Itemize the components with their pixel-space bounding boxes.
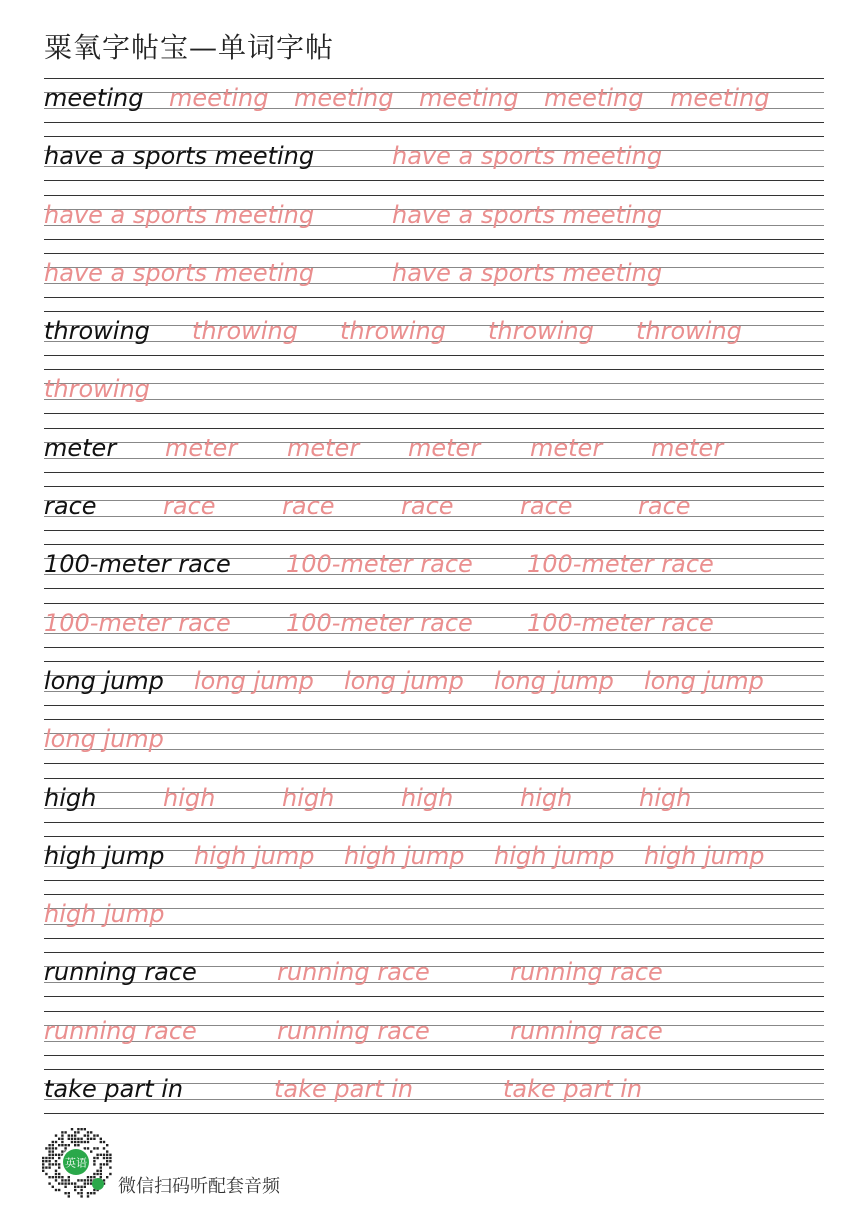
trace-word: long jump <box>344 666 464 695</box>
trace-word: 100-meter race <box>527 608 714 637</box>
guide-line <box>44 822 824 823</box>
practice-row <box>44 1003 824 1061</box>
trace-word: race <box>163 492 216 521</box>
practice-row <box>44 1061 824 1119</box>
guide-line <box>44 603 824 604</box>
trace-word: running race <box>277 1016 430 1045</box>
page-title: 粟氧字帖宝—单词字帖 <box>44 31 335 64</box>
practice-row <box>44 536 824 594</box>
guide-line <box>44 719 824 720</box>
footer-caption: 微信扫码听配套音频 <box>118 1176 280 1197</box>
trace-word: 100-meter race <box>286 608 473 637</box>
guide-line <box>44 428 824 429</box>
trace-word: high <box>639 783 692 812</box>
trace-word: high jump <box>494 841 615 870</box>
guide-line <box>44 778 824 779</box>
trace-word: meter <box>651 433 724 462</box>
guide-line <box>44 122 824 123</box>
model-word: throwing <box>44 317 150 346</box>
trace-word: long jump <box>44 725 164 754</box>
practice-row <box>44 187 824 245</box>
trace-word: meeting <box>294 84 394 112</box>
guide-line <box>44 880 824 881</box>
trace-word: have a sports meeting <box>392 142 663 171</box>
trace-word: high <box>282 783 335 812</box>
guide-line <box>44 836 824 837</box>
guide-line <box>44 588 824 589</box>
trace-word: high <box>163 783 216 812</box>
guide-line <box>44 486 824 487</box>
trace-word: meeting <box>419 84 519 112</box>
guide-line <box>44 355 824 356</box>
guide-line <box>44 1069 824 1070</box>
trace-word: throwing <box>488 317 594 346</box>
trace-word: have a sports meeting <box>392 258 663 287</box>
trace-word: running race <box>277 958 430 987</box>
guide-line <box>44 472 824 473</box>
guide-line <box>44 399 824 400</box>
guide-line <box>44 952 824 953</box>
practice-row <box>44 128 824 186</box>
guide-line <box>44 195 824 196</box>
trace-word: throwing <box>192 317 298 346</box>
practice-row <box>44 944 824 1002</box>
trace-word: have a sports meeting <box>44 258 315 287</box>
trace-word: meter <box>408 433 481 462</box>
trace-word: throwing <box>44 375 150 404</box>
trace-word: meeting <box>670 84 770 112</box>
trace-word: running race <box>510 1016 663 1045</box>
trace-word: running race <box>44 1016 197 1045</box>
practice-row <box>44 886 824 944</box>
practice-row <box>44 711 824 769</box>
guide-line <box>44 938 824 939</box>
trace-word: take part in <box>274 1075 414 1104</box>
guide-line <box>44 311 824 312</box>
trace-word: long jump <box>644 666 764 695</box>
guide-line <box>44 1113 824 1114</box>
practice-row <box>44 770 824 828</box>
guide-line <box>44 297 824 298</box>
trace-word: meter <box>530 433 603 462</box>
trace-word: 100-meter race <box>527 550 714 579</box>
guide-line <box>44 1055 824 1056</box>
guide-line <box>44 383 824 384</box>
model-word: meter <box>44 433 117 462</box>
model-word: have a sports meeting <box>44 142 315 171</box>
trace-word: long jump <box>494 666 614 695</box>
trace-word: have a sports meeting <box>392 200 663 229</box>
guide-line <box>44 530 824 531</box>
footer <box>40 1126 440 1206</box>
guide-line <box>44 253 824 254</box>
guide-line <box>44 369 824 370</box>
trace-word: high jump <box>194 841 315 870</box>
practice-row <box>44 245 824 303</box>
guide-line <box>44 996 824 997</box>
trace-word: high <box>520 783 573 812</box>
model-word: high jump <box>44 841 165 870</box>
guide-line <box>44 647 824 648</box>
practice-row <box>44 420 824 478</box>
practice-row <box>44 478 824 536</box>
practice-row <box>44 595 824 653</box>
trace-word: throwing <box>340 317 446 346</box>
practice-row <box>44 361 824 419</box>
model-word: running race <box>44 958 197 987</box>
guide-line <box>44 180 824 181</box>
guide-line <box>44 894 824 895</box>
trace-word: high jump <box>344 841 465 870</box>
practice-row <box>44 70 824 128</box>
trace-word: take part in <box>503 1075 643 1104</box>
trace-word: meter <box>287 433 360 462</box>
trace-word: race <box>401 492 454 521</box>
trace-word: throwing <box>636 317 742 346</box>
trace-word: race <box>520 492 573 521</box>
guide-line <box>44 78 824 79</box>
trace-word: high <box>401 783 454 812</box>
guide-line <box>44 661 824 662</box>
trace-word: meeting <box>544 84 644 112</box>
model-word: take part in <box>44 1075 184 1104</box>
guide-line <box>44 239 824 240</box>
trace-word: meter <box>165 433 238 462</box>
guide-line <box>44 705 824 706</box>
guide-line <box>44 763 824 764</box>
trace-word: high jump <box>644 841 765 870</box>
trace-word: race <box>638 492 691 521</box>
guide-line <box>44 1011 824 1012</box>
guide-line <box>44 413 824 414</box>
trace-word: long jump <box>194 666 314 695</box>
practice-row <box>44 828 824 886</box>
model-word: race <box>44 492 97 521</box>
practice-row <box>44 653 824 711</box>
model-word: meeting <box>44 84 144 112</box>
model-word: long jump <box>44 666 164 695</box>
trace-word: have a sports meeting <box>44 200 315 229</box>
qr-code-icon[interactable] <box>40 1126 112 1198</box>
trace-word: race <box>282 492 335 521</box>
model-word: high <box>44 783 97 812</box>
qr-badge-label: 英语 <box>65 1156 87 1170</box>
trace-word: 100-meter race <box>286 550 473 579</box>
trace-word: meeting <box>169 84 269 112</box>
guide-line <box>44 136 824 137</box>
practice-row <box>44 303 824 361</box>
model-word: 100-meter race <box>44 550 231 579</box>
practice-sheet <box>44 70 824 1119</box>
trace-word: 100-meter race <box>44 608 231 637</box>
trace-word: high jump <box>44 900 165 929</box>
guide-line <box>44 544 824 545</box>
trace-word: running race <box>510 958 663 987</box>
